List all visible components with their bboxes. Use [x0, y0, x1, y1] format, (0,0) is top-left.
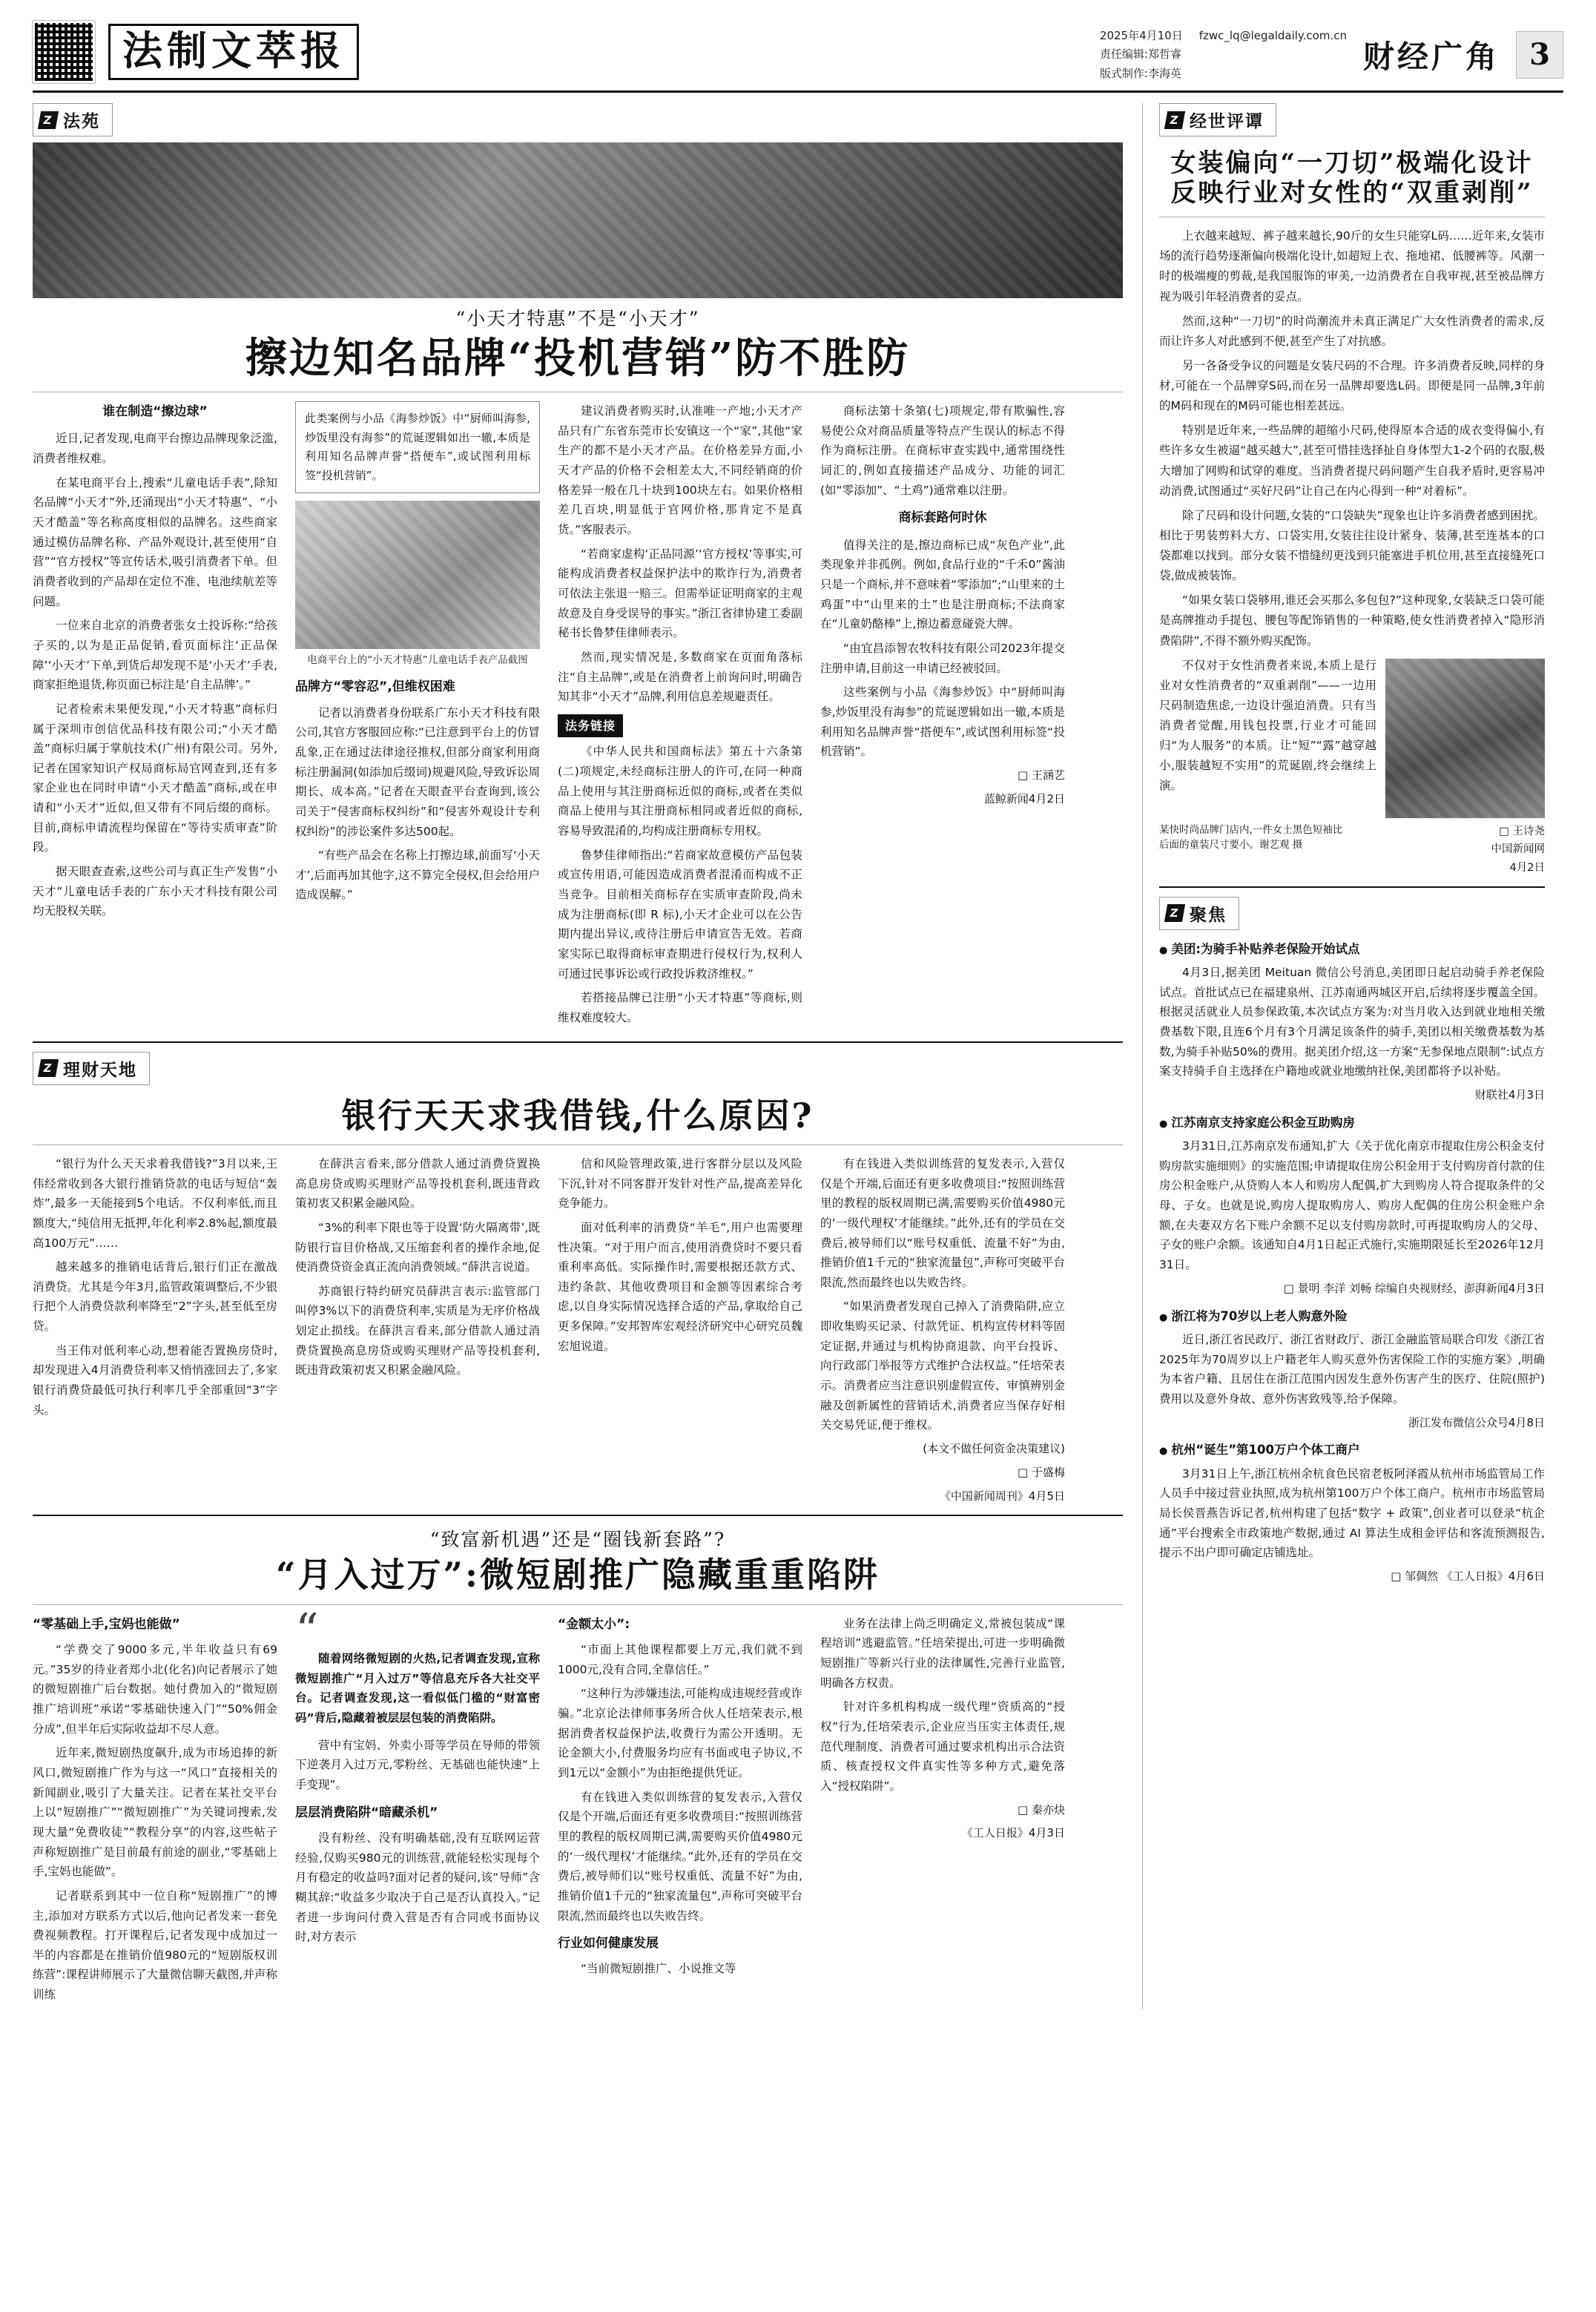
drama-para: 记者联系到其中一位自称“短剧推广”的博主,添加对方联系方式以后,他向记者发来一套免费视频教程。打开课程后,记者发现中成加过一半的内容都是在推销价值980元的“短剧版权训练营”:课程讲师展示了大量微信聊天截图,并声称训练 — [33, 1888, 277, 2002]
lead-sub-3: 商标套路何时休 — [898, 510, 987, 526]
page-number: 3 — [1516, 31, 1563, 79]
focus-body: 4月3日,据美团 Meituan 微信公号消息,美团即日起启动骑手养老保险试点。首批试点已在福建泉州、江苏南通两城区开启,后续将逐步覆盖全国。根据灵活就业人员参保政策,本次试点方案为:对当月收入达到就业地相关缴费基数下限,且连6个月有3个月满足该条件的骑手,美团以相关缴费基数为基数,为骑手补贴50%的费用。据美团介绍,这一方案“无参保地点限制”:试点方案支持骑手自主选择在户籍地或就业地缴纳社保,美团都将予以补贴。 — [1159, 966, 1545, 1078]
bank-headline: 银行天天求我借钱,什么原因? — [341, 1095, 814, 1136]
black-tshirt-photo — [1385, 659, 1545, 818]
bank-col-4 — [820, 1154, 1065, 1506]
lead-para: 记者检索未果便发现,“小天才特惠”商标归属于深圳市创信优品科技有限公司;“小天才酷盖”商标归属于掌航技术(广州)有限公司。另外,记者在国家知识产权局商标局官网查到,还有多家企业也在同时申请“小天才酷盖”商标,或在申请和“小天才”近似,但又带有不同后缀的商标。目前,商标申请流程均保留在“等待实质审查”阶段。 — [33, 702, 277, 854]
bank-source: 《中国新闻周刊》4月5日 — [939, 1489, 1065, 1503]
drama-para: 营中有宝妈、外卖小哥等学员在导师的带领下逆袭月入过万元,零粉丝、无基础也能快速“上手变现”。 — [295, 1738, 540, 1792]
lead-para: 近日,记者发现,电商平台擦边品牌现象泛滥,消费者维权难。 — [33, 432, 277, 465]
bank-note: (本文不做任何资金决策建议) — [923, 1442, 1065, 1456]
women-headline-1: 女装偏向“一刀切”极端化设计 — [1170, 148, 1534, 178]
drama-para: “当前微短剧推广、小说推文等 — [581, 1962, 736, 1976]
drama-col-4 — [820, 1614, 1065, 2009]
women-article — [1159, 226, 1545, 877]
section-label-text: 理财天地 — [63, 1059, 137, 1080]
focus-title[interactable]: ● 美团:为骑手补贴养老保险开始试点 — [1159, 939, 1545, 960]
women-para: 特别是近年来,一些品牌的超缩小尺码,使得原本合适的成衣变得偏小,有些许多女生被逼“越买越大”,甚至可惜挂选择扯自身体型大1-2个码的衣服,极大增加了网购和试穿的难度。当消费者提尺码问题产生自我矛盾时,更容易冲动消费,试图通过“买好尺码”让自己在内心得到一种“对着标”。 — [1159, 424, 1545, 498]
contact-email[interactable]: fzwc_lq@legaldaily.com.cn — [1198, 28, 1347, 42]
lead-para: 商标法第十条第(七)项规定,带有欺骗性,容易使公众对商品质量等特点产生误认的标志不得作为商标注册。在商标审查实践中,通常围绕性词汇的,例如直接描述产品成分、功能的词汇(如“零添加”、“土鸡”)通常难以注册。 — [820, 404, 1065, 497]
bank-byline: □ 于盛梅 — [1018, 1465, 1065, 1479]
section-label-text: 聚焦 — [1190, 904, 1227, 925]
paper-title: 法制文萃报 — [108, 24, 359, 80]
quote-icon: “ — [295, 1602, 319, 1657]
masthead — [33, 21, 1563, 93]
drama-para: “这种行为涉嫌违法,可能构成违规经营或诈骗。”北京论法律师事务所合伙人任培荣表示,根据消费者权益保护法,收费行为需公开透明。无论金额大小,付费服务均应有书面或电子协议,不到1元以“金额小”为由拒绝提供凭证。 — [558, 1687, 802, 1779]
lead-para: 建议消费者购买时,认准唯一产地;小天才产品只有广东省东莞市长安镇这一个“家”,其他“家生产的都不是小天才产品。在价格差异方面,小天才产品的价格不会相差太大,不同经销商的价格差异一般在几十块到100块左右。如果价格相差几百块,明显低于官网价格,那肯定不是真货。”客服表示。 — [558, 404, 802, 537]
lead-para: “有些产品会在名称上打擦边球,前面写‘小天才’,后面再加其他字,这不算完全侵权,但会给用户造成误解。” — [295, 849, 540, 902]
list-item — [1159, 1113, 1545, 1299]
masthead-right — [1100, 27, 1563, 84]
section-label-jujiao — [1159, 897, 1239, 930]
lead-sub-2: 品牌方“零容忍”,但维权困难 — [295, 679, 455, 695]
drama-col-1 — [33, 1614, 277, 2009]
lead-kicker: “小天才特惠”不是“小天才” — [455, 308, 700, 329]
section-label-text: 法苑 — [63, 111, 100, 131]
drama-kicker: “致富新机遇”还是“圈钱新套路”? — [429, 1529, 726, 1551]
drama-sub-3: “金额太小”: — [558, 1616, 630, 1632]
women-para: 上衣越来越短、裤子越来越长,90斤的女生只能穿L码……近年来,女装市场的流行趋势逐渐偏向极端化设计,如超短上衣、拖地裙、低腰裤等。风潮一时的极端瘦的剪裁,是我国服饰的审美,一边消费者在自我审视,甚至被品牌方视为吸引年轻消费者的妥点。 — [1159, 229, 1545, 303]
bank-article — [33, 1154, 1123, 1506]
section-title: 财经广角 — [1362, 38, 1500, 75]
section-label-jingshi — [1159, 103, 1276, 136]
section-label-fayuan — [33, 103, 113, 136]
women-byline: □ 王诗尧 — [1499, 825, 1545, 837]
focus-source: 浙江发布微信公众号4月8日 — [1408, 1415, 1545, 1429]
bank-para: “如果消费者发现自己掉入了消费陷阱,应立即收集购买记录、付款凭证、机构宣传材料等固定证据,并通过与机构协商退款、向平台投诉、向行政部门举报等方式维护合法权益。”任培荣表示。消费者应当注意识别虚假宣传、审慎辨别金融及创新属性的营销话术,消费者应当保存好相关交易凭证,便于维权。 — [820, 1300, 1065, 1432]
focus-source: 财联社4月3日 — [1474, 1087, 1545, 1101]
designer-line: 版式制作:李海英 — [1099, 66, 1181, 80]
lead-para: 值得关注的是,擦边商标已成“灰色产业”,此类现象并非孤例。例如,食品行业的“千禾0”酱油只是一个商标,并不意味着“零添加”;“山里来的土鸡蛋”中“山里来的土”也是注册商标;不法商家在“儿童奶酪棒”上,擦边蓄意碰瓷大牌。 — [820, 538, 1065, 631]
women-para: “如果女装口袋够用,谁还会买那么多包包?”这种现象,女装缺乏口袋可能是高牌推动手提包、腰包等配饰销售的一种策略,使女性消费者掉入“隐形消费陷阱”,不得不额外购买配饰。 — [1159, 593, 1545, 648]
lead-headline: 擦边知名品牌“投机营销”防不胜防 — [245, 334, 911, 383]
list-item — [1159, 1440, 1545, 1586]
list-item — [1159, 1306, 1545, 1433]
drama-byline: □ 秦亦炔 — [1018, 1802, 1065, 1817]
bank-col-1 — [33, 1154, 277, 1506]
drama-headline: “月入过万”:微短剧推广隐藏重重陷阱 — [276, 1555, 880, 1595]
bank-col-2 — [295, 1154, 540, 1506]
focus-title[interactable]: ● 江苏南京支持家庭公积金互助购房 — [1159, 1113, 1545, 1133]
bank-para: 当王伟对低利率心动,想着能否置换房贷时,却发现进入4月消费贷利率又悄悄涨回去了,多家银行消费贷最低可执行利率几乎全部重回“3”字头。 — [33, 1343, 277, 1417]
drama-para: 针对许多机构构成一级代理“资质高的“授权”行为,任培荣表示,企业应当压实主体责任,规范代理制度、消费者可通过要求机构出示合法资质、核查授权文件真实性等多种方式,避免落入“授权陷阱”。 — [820, 1700, 1065, 1793]
women-para: 然而,这种“一刀切”的时尚潮流并未真正满足广大女性消费者的需求,反而让许多人对此感到不便,甚至产生了对抗感。 — [1159, 314, 1545, 348]
photo-caption: 电商平台上的“小天才特惠”儿童电话手表产品截图 — [307, 654, 528, 667]
lead-para: 据天眼查查索,这些公司与真正生产发售“小天才”儿童电话手表的广东小天才科技有限公司均无股权关联。 — [33, 865, 277, 918]
drama-col-3 — [558, 1614, 802, 2009]
drama-sub-2: 层层消费陷阱“暗藏杀机” — [295, 1805, 438, 1820]
drama-para: 近年来,微短剧热度飙升,成为市场追捧的新风口,微短剧推广作为与这一“风口”直接相关的新闻副业,吸引了大量关注。记者在某社交平台上以“短剧推广”“微短剧推广”为关键词搜索,发现大量“免费收徒”“教程分享”的内容,这些帖子声称短剧推广是目前最有前途的副业,“零基础上手,宝妈也能做”。 — [33, 1746, 277, 1879]
masthead-meta — [1100, 27, 1183, 84]
lead-col-3 — [558, 401, 802, 1033]
lead-sub-1: 谁在制造“擦边球” — [102, 404, 208, 420]
drama-article — [33, 1602, 1123, 2009]
drama-para: “市面上其他课程都要上万元,我们就不到1000元,没有合同,全靠信任。” — [558, 1642, 802, 1676]
qr-code-icon[interactable] — [33, 21, 95, 83]
women-para: 除了尺码和设计问题,女装的“口袋缺失”现象也让许多消费者感到困扰。相比于男装剪料大方、口袋实用,女装往往设计紧身、装薄,甚至连基本的口袋都难以找到。部分女装不惜缝纫更浅到只能塞进手机位用,甚至直接缝死口袋,做成被装饰。 — [1159, 508, 1545, 583]
drama-para: “学费交了9000多元,半年收益只有69元。”35岁的待业者郑小北(化名)向记者展示了她的微短剧推广后台数据。她付费加入的“微短剧推广培训班”承诺“零基础快速入门”“50%佣金分成”,但半年后实际收益却不尽人意。 — [33, 1642, 277, 1736]
focus-body: 3月31日上午,浙江杭州余杭食色民宿老板阿泽霞从杭州市场监管局工作人员手中接过营业执照,成为杭州第100万户个体工商户。杭州市市场监管局局长侯晋燕告诉记者,杭州构建了包括“数字 + 政策”,创业者可以登录“杭企通”平台搜索全市政策地产数据,通过 AI 算法生成租金评估和客流预测报告,提示不出户即可确定店铺选址。 — [1159, 1466, 1545, 1560]
bank-para: 苏商银行特约研究员薛洪言表示:监管部门叫停3%以下的消费贷利率,实质是为无序价格战划定止损线。在薛洪言看来,部分借款人通过消费贷置换高息房贷或购买理财产品等投机套利,既违背政策初衷又积累金融风险。 — [295, 1284, 540, 1377]
lead-para: 《中华人民共和国商标法》第五十六条第(二)项规定,未经商标注册人的许可,在同一种商品上使用与其注册商标近似的商标,或者在类似商品上使用与其注册商标相同或者近似的商标,容易导致混淆的,均构成注册商标专用权。 — [558, 745, 802, 838]
law-link-heading: 法务链接 — [558, 714, 623, 738]
drama-para: 没有粉丝、没有明确基础,没有互联网运营经验,仅购买980元的训练营,就能轻松实现每个月有稳定的收益吗?面对记者的疑问,该“导师”含糊其辞:“收益多少取决于自己是否认真投入。”记者进一步询问付费入营是否有合同或书面协议时,对方表示 — [295, 1831, 540, 1944]
lead-para: 在某电商平台上,搜索“儿童电话手表”,除知名品牌“小天才”外,还涌现出“小天才特惠”、“小天才酷盖”等名称高度相似的品牌名。这些商家通过模仿品牌名称、产品外观设计,甚至使用“自营”“官方授权”等宣传话术,吸引消费者下单。但消费者收到的产品却在定位不准、电池续航差等问题。 — [33, 475, 277, 608]
lead-source: 蓝鲸新闻4月2日 — [983, 791, 1065, 806]
bank-para: 信和风险管理政策,进行客群分层以及风险下沉,针对不同客群开发针对性产品,提高差异化竞争能力。 — [558, 1156, 802, 1211]
lead-photo — [33, 142, 1123, 298]
watch-product-screenshot — [295, 501, 540, 649]
drama-source: 《工人日报》4月3日 — [961, 1826, 1065, 1840]
bank-para: 在薛洪言看来,部分借款人通过消费贷置换高息房贷或购买理财产品等投机套利,既违背政策初衷又积累金融风险。 — [295, 1156, 540, 1211]
women-source: 中国新闻网 — [1491, 843, 1545, 856]
drama-sub-1: “零基础上手,宝妈也能做” — [33, 1616, 180, 1632]
section-mark-icon: Z — [1164, 111, 1185, 129]
lead-para: 鲁梦佳律师指出:“若商家故意模仿产品包装或宣传用语,可能因造成消费者混淆而构成不正当竞争。目前相关商标存在实质审查阶段,尚未成为注册商标(即 R 标),小天才企业可以在公告期内提出异议,或待注册后申请宣告无效。若商家实际已取得商标审查期进行侵权行为,权利人可通过民事诉讼或行政投诉救济维权。” — [558, 848, 802, 981]
bank-para: 有在钱进入类似训练营的复发表示,入营仅仅是个开端,后面还有更多收费项目:“按照训练营里的教程的版权周期已满,需要购买价值4980元的‘一级代理权’才能继续。”此外,还有的学员在交费后,被导师们以“账号权重低、流量不好”为由,推销价值1千元的“独家流量包”,声称可突破平台限流,然而最终也以失败告终。 — [820, 1156, 1065, 1289]
editor-line: 责任编辑:郑哲睿 — [1099, 47, 1181, 61]
section-mark-icon: Z — [38, 1059, 59, 1077]
page-body — [33, 103, 1563, 2009]
focus-body: 近日,浙江省民政厅、浙江省财政厅、浙江金融监管局联合印发《浙江省2025年为70周岁以上户籍老年人购买意外伤害保险工作的实施方案》,明确为本省户籍、且居住在浙江范围内因发生意外伤害产生的医疗、住院(照护)费用以及意外身故、意外伤害致残等,给予保障。 — [1159, 1332, 1545, 1406]
women-para: 另一各备受争议的问题是女装尺码的不合理。许多消费者反映,同样的身材,可能在一个品牌穿S码,而在另一品牌却要选L码。即便是同一品牌,3年前的M码和现在的M码可能也相差甚远。 — [1159, 358, 1545, 413]
main-column — [33, 103, 1123, 2009]
bank-para: 越来越多的推销电话背后,银行们正在激战消费贷。尤其是今年3月,监管政策调整后,不少银行把个人消费贷款利率降至“2”字头,甚至低至房贷。 — [33, 1260, 277, 1334]
lead-para: 然而,现实情况是,多数商家在页面角落标注“自主品牌”,或是在消费者上前询问时,明确告知其非“小天才”品牌,利用信息差规避责任。 — [558, 650, 802, 704]
lead-col-1 — [33, 401, 277, 1033]
right-column — [1142, 103, 1545, 2009]
focus-title[interactable]: ● 浙江将为70岁以上老人购意外险 — [1159, 1306, 1545, 1327]
focus-source: □ 景明 李洋 刘畅 综编自央视财经、澎湃新闻4月3日 — [1283, 1281, 1545, 1295]
lead-inset-quote: 此类案例与小品《海参炒饭》中“厨师叫海参,炒饭里没有海参”的荒诞逻辑如出一辙,本质是利用知名品牌声誉“搭便车”,或试图利用标签“投机营销”。 — [295, 401, 540, 493]
list-item — [1159, 939, 1545, 1105]
bank-para: “3%的利率下限也等于设置‘防火隔离带’,既防银行盲目价格战,又压缩套利者的操作余地,促使消费贷资金真正流向消费领域。”薛洪言说道。 — [295, 1220, 540, 1274]
lead-para: 这些案例与小品《海参炒饭》中“厨师叫海参,炒饭里没有海参”的荒诞逻辑如出一辙,本质是利用知名品牌声誉“搭便车”,或试图利用标签“投机营销”。 — [820, 685, 1065, 759]
women-date: 4月2日 — [1509, 862, 1545, 874]
drama-para: 有在钱进入类似训练营的复发表示,入营仅仅是个开端,后面还有更多收费项目:“按照训练营里的教程的版权周期已满,需要购买价值4980元的‘一级代理权’才能继续。”此外,还有的学员在交费后,被导师们以“账号权重低、流量不好”为由,推销价值1千元的“独家流量包”,声称可突破平台限流,然而最终也以失败告终。 — [558, 1790, 802, 1923]
lead-para: 记者以消费者身份联系广东小天才科技有限公司,其官方客服回应称:“已注意到平台上的仿冒乱象,正在通过法律途径推权,但部分商家利用商标注册漏洞(如添加后缀词)规避风险,导致诉讼周期长、成本高。”记者在天眼查平台查询到,该公司关于“侵害商标权纠纷”和“侵害外观设计专利权纠纷”的涉讼案件多达500起。 — [295, 705, 540, 838]
drama-sub-4: 行业如何健康发展 — [558, 1936, 659, 1952]
drama-pullquote: 随着网络微短剧的火热,记者调查发现,宣称微短剧推广“月入过万”等信息充斥各大社交平台。记者调查发现,这一看似低门槛的“财富密码”背后,隐藏着被层层包装的消费陷阱。 — [295, 1652, 540, 1725]
section-mark-icon: Z — [38, 111, 59, 129]
lead-para: 一位来自北京的消费者张女士投诉称:“给孩子买的,以为是正品促销,看页面标注‘正品保障’‘小天才’下单,到货后却发现不是‘小天才’手表,商家拒绝退货,称页面已标注是‘自主品牌’。” — [33, 619, 277, 692]
lead-byline: □ 王涵艺 — [1018, 768, 1065, 782]
lead-para: “若商家虚构‘正品同源’‘官方授权’等事实,可能构成消费者权益保护法中的欺诈行为,消费者可依法主张退一赔三。但需举证证明商家的主观故意及自身受误导的事实。”浙江省律协建工委副秘书长鲁梦佳律师表示。 — [558, 547, 802, 640]
bank-col-3 — [558, 1154, 802, 1506]
lead-para: 若搭接品牌已注册“小天才特惠”等商标,则维权难度较大。 — [558, 991, 802, 1024]
women-para: 不仅对于女性消费者来说,本质上是行业对女性消费者的“双重剥削”——一边用尺码制造焦虑,一边设计强迫消费。只有当消费者觉醒,用钱包投票,行业才可能回归“为人服务”的本质。让“短”“露”越穿越小,服装越短不实用”的荒诞剧,终会继续上演。 — [1159, 658, 1376, 793]
drama-col-2 — [295, 1602, 540, 2009]
drama-para: 业务在法律上尚乏明确定义,常被包装成“课程培训”逃避监管。”任培荣提出,可进一步明确微短剧推广等新兴行业的法律属性,完善行业监管,明确各方权责。 — [820, 1616, 1065, 1690]
focus-list — [1159, 939, 1545, 1587]
focus-body: 3月31日,江苏南京发布通知,扩大《关于优化南京市提取住房公积金支付购房款实施细则》的实施范围;申请提取住房公积金用于支付购房首付款的住房公积金账户,从贷购人本人和购房人配偶,扩大到购房人符合提取条件的父母、子女。也就是说,购房人提取购房人、购房人配偶的住房公积金账户余额,在夫妻双方名下账户余额不足以支付购房款时,可再提取购房人的父母、子女的账户余额。该通知自4月1日起正式施行,实施期限延长至2026年12月31日。 — [1159, 1139, 1545, 1272]
bank-para: “银行为什么天天求着我借钱?”3月以来,王伟经常收到各大银行推销贷款的电话与短信“轰炸”,最多一天能接到5个电话。不仅利率低,而且额度大,“纯信用无抵押,年化利率2.8%起,额度最高100万元”…… — [33, 1156, 277, 1250]
section-mark-icon: Z — [1164, 904, 1185, 922]
masthead-left — [33, 21, 359, 83]
bank-para: 面对低利率的消费贷“羊毛”,用户也需要理性决策。“对于用户而言,使用消费贷时不要只看重利率高低。实际操作时,需要根据还款方式、违约条款、其他收费项目和金额等因素综合考虑,以自身实际情况选择合适的产品,拿取给自己更多保障。”安邦智库宏观经济研究中心研究员魏宏旭说道。 — [558, 1220, 802, 1353]
lead-col-4 — [820, 401, 1065, 1033]
publish-date: 2025年4月10日 — [1099, 28, 1183, 42]
women-headline-2: 反映行业对女性的“双重剥削” — [1170, 178, 1534, 208]
section-label-licai — [33, 1052, 150, 1085]
focus-source: □ 邹倜然 《工人日报》4月6日 — [1391, 1569, 1545, 1583]
women-photo-caption: 某快时尚品牌门店内,一件女士黑色短袖比后面的童装尺寸要小。谢艺观 摄 — [1159, 823, 1343, 851]
lead-col-2 — [295, 401, 540, 1033]
focus-title[interactable]: ● 杭州“诞生”第100万户个体工商户 — [1159, 1440, 1545, 1460]
section-label-text: 经世评谭 — [1190, 111, 1264, 131]
lead-para: “由宜昌添智农牧科技有限公司2023年提交注册申请,目前这一申请已经被驳回。 — [820, 641, 1065, 675]
